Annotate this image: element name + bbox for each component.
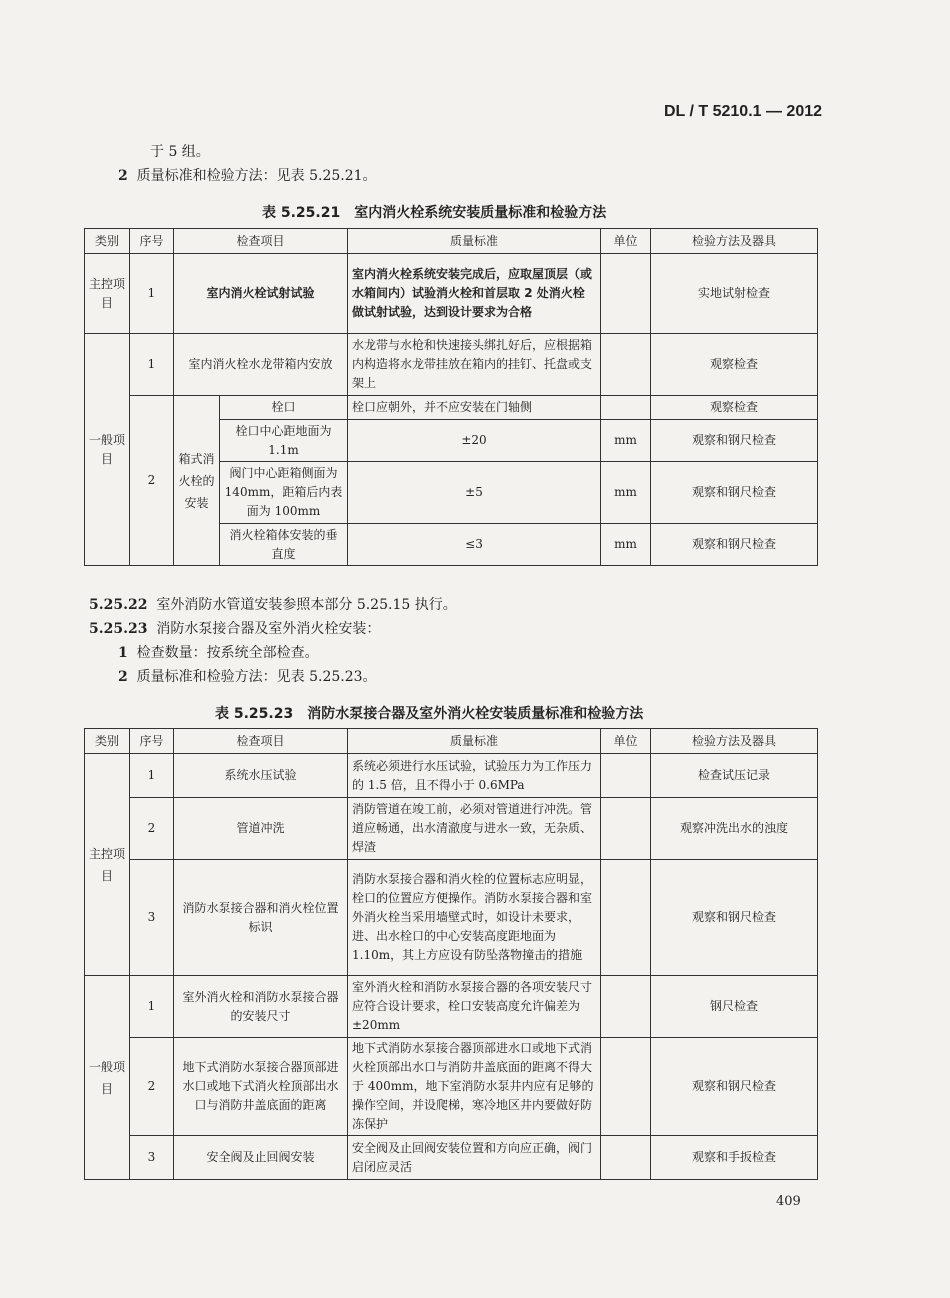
table2-caption: 表 5.25.23 消防水泵接合器及室外消火栓安装质量标准和检验方法 — [215, 706, 644, 722]
method-cell: 实地试射检查 — [651, 254, 818, 334]
unit-cell: mm — [601, 420, 651, 462]
header-unit: 单位 — [601, 729, 651, 754]
table-row — [85, 334, 818, 396]
unit-cell — [601, 334, 651, 396]
unit-cell — [601, 254, 651, 334]
table-row — [85, 860, 818, 976]
table-row — [85, 976, 818, 1038]
method-cell: 观察和钢尺检查 — [651, 462, 818, 524]
item-cell: 室内消火栓试射试验 — [174, 254, 348, 334]
seq-cell: 1 — [130, 254, 174, 334]
item-cell: 地下式消防水泵接合器顶部进水口或地下式消火栓顶部出水口与消防井盖底面的距离 — [174, 1038, 348, 1136]
method-cell: 观察检查 — [651, 334, 818, 396]
method-cell: 观察和手扳检查 — [651, 1136, 818, 1180]
unit-cell — [601, 396, 651, 420]
unit-cell — [601, 860, 651, 976]
table-5-25-21 — [84, 228, 818, 566]
header-seq: 序号 — [130, 729, 174, 754]
method-cell: 观察冲洗出水的浊度 — [651, 798, 818, 860]
standard-cell: ≤3 — [348, 524, 601, 566]
unit-cell — [601, 1136, 651, 1180]
page-number: 409 — [776, 1194, 801, 1209]
table-row — [85, 1038, 818, 1136]
item-cell: 系统水压试验 — [174, 754, 348, 798]
header-unit: 单位 — [601, 229, 651, 254]
category-cell: 一般项目 — [85, 976, 130, 1180]
intro-item-2: 2 质量标准和检验方法：见表 5.25.21。 — [118, 168, 377, 184]
document-code: DL / T 5210.1 — 2012 — [664, 103, 823, 120]
method-cell: 观察和钢尺检查 — [651, 420, 818, 462]
method-cell: 观察和钢尺检查 — [651, 860, 818, 976]
standard-cell: ±20 — [348, 420, 601, 462]
item-cell: 阀门中心距箱侧面为 140mm，距箱后内表面为 100mm — [220, 462, 348, 524]
method-cell: 观察和钢尺检查 — [651, 1038, 818, 1136]
method-cell: 钢尺检查 — [651, 976, 818, 1038]
unit-cell: mm — [601, 524, 651, 566]
category-cell: 一般项目 — [85, 334, 130, 566]
table-row — [85, 798, 818, 860]
seq-cell: 1 — [130, 754, 174, 798]
table-row — [85, 396, 818, 420]
standard-cell: 消防水泵接合器和消火栓的位置标志应明显，栓口的位置应方便操作。消防水泵接合器和室外消火栓当采用墙壁式时，如设计未要求，进、出水栓口的中心安装高度距地面为 1.10m，其上方应设有防坠落物撞击的措施 — [348, 860, 601, 976]
clause-5-25-22: 5.25.22 室外消防水管道安装参照本部分 5.25.15 执行。 — [89, 597, 457, 613]
standard-cell: 安全阀及止回阀安装位置和方向应正确，阀门启闭应灵活 — [348, 1136, 601, 1180]
header-item: 检查项目 — [174, 729, 348, 754]
unit-cell: mm — [601, 462, 651, 524]
group-label-cell: 箱式消火栓的安装 — [174, 396, 220, 566]
standard-cell: 室内消火栓系统安装完成后，应取屋顶层（或水箱间内）试验消火栓和首层取 2 处消火栓做试射试验，达到设计要求为合格 — [348, 254, 601, 334]
table-row — [85, 754, 818, 798]
item-cell: 管道冲洗 — [174, 798, 348, 860]
seq-cell: 1 — [130, 334, 174, 396]
standard-cell: 系统必须进行水压试验，试验压力为工作压力的 1.5 倍，且不得小于 0.6MPa — [348, 754, 601, 798]
header-seq: 序号 — [130, 229, 174, 254]
header-method: 检验方法及器具 — [651, 229, 818, 254]
item-cell: 安全阀及止回阀安装 — [174, 1136, 348, 1180]
header-item: 检查项目 — [174, 229, 348, 254]
header-category: 类别 — [85, 729, 130, 754]
method-cell: 观察检查 — [651, 396, 818, 420]
category-cell: 主控项目 — [85, 254, 130, 334]
unit-cell — [601, 976, 651, 1038]
item-cell: 消火栓箱体安装的垂直度 — [220, 524, 348, 566]
item-cell: 栓口中心距地面为1.1m — [220, 420, 348, 462]
method-cell: 观察和钢尺检查 — [651, 524, 818, 566]
item-cell: 室外消火栓和消防水泵接合器的安装尺寸 — [174, 976, 348, 1038]
item-cell: 室内消火栓水龙带箱内安放 — [174, 334, 348, 396]
category-cell: 主控项目 — [85, 754, 130, 976]
standard-cell: 消防管道在竣工前，必须对管道进行冲洗。管道应畅通，出水清澈度与进水一致，无杂质、焊渣 — [348, 798, 601, 860]
table-row — [85, 1136, 818, 1180]
header-standard: 质量标准 — [348, 229, 601, 254]
clause-5-25-23: 5.25.23 消防水泵接合器及室外消火栓安装： — [89, 621, 381, 637]
standard-cell: 水龙带与水枪和快速接头绑扎好后，应根据箱内构造将水龙带挂放在箱内的挂钉、托盘或支架上 — [348, 334, 601, 396]
table-5-25-23 — [84, 728, 818, 1180]
item-cell: 栓口 — [220, 396, 348, 420]
standard-cell: 室外消火栓和消防水泵接合器的各项安装尺寸应符合设计要求，栓口安装高度允许偏差为±20mm — [348, 976, 601, 1038]
seq-cell: 1 — [130, 976, 174, 1038]
intro-line: 于 5 组。 — [150, 144, 210, 160]
unit-cell — [601, 1038, 651, 1136]
seq-cell: 2 — [130, 798, 174, 860]
unit-cell — [601, 798, 651, 860]
standard-cell: 栓口应朝外，并不应安装在门轴侧 — [348, 396, 601, 420]
header-method: 检验方法及器具 — [651, 729, 818, 754]
seq-cell: 3 — [130, 1136, 174, 1180]
clause-item-2: 2 质量标准和检验方法：见表 5.25.23。 — [118, 669, 377, 685]
unit-cell — [601, 754, 651, 798]
seq-cell: 3 — [130, 860, 174, 976]
header-standard: 质量标准 — [348, 729, 601, 754]
seq-cell: 2 — [130, 1038, 174, 1136]
table-row — [85, 254, 818, 334]
clause-item-1: 1 检查数量：按系统全部检查。 — [118, 645, 319, 661]
standard-cell: ±5 — [348, 462, 601, 524]
standard-cell: 地下式消防水泵接合器顶部进水口或地下式消火栓顶部出水口与消防井盖底面的距离不得大于 400mm，地下室消防水泵井内应有足够的操作空间，并设爬梯，寒冷地区井内要做好防冻保护 — [348, 1038, 601, 1136]
table1-caption: 表 5.25.21 室内消火栓系统安装质量标准和检验方法 — [262, 205, 607, 221]
header-category: 类别 — [85, 229, 130, 254]
seq-cell: 2 — [130, 396, 174, 566]
method-cell: 检查试压记录 — [651, 754, 818, 798]
item-cell: 消防水泵接合器和消火栓位置标识 — [174, 860, 348, 976]
